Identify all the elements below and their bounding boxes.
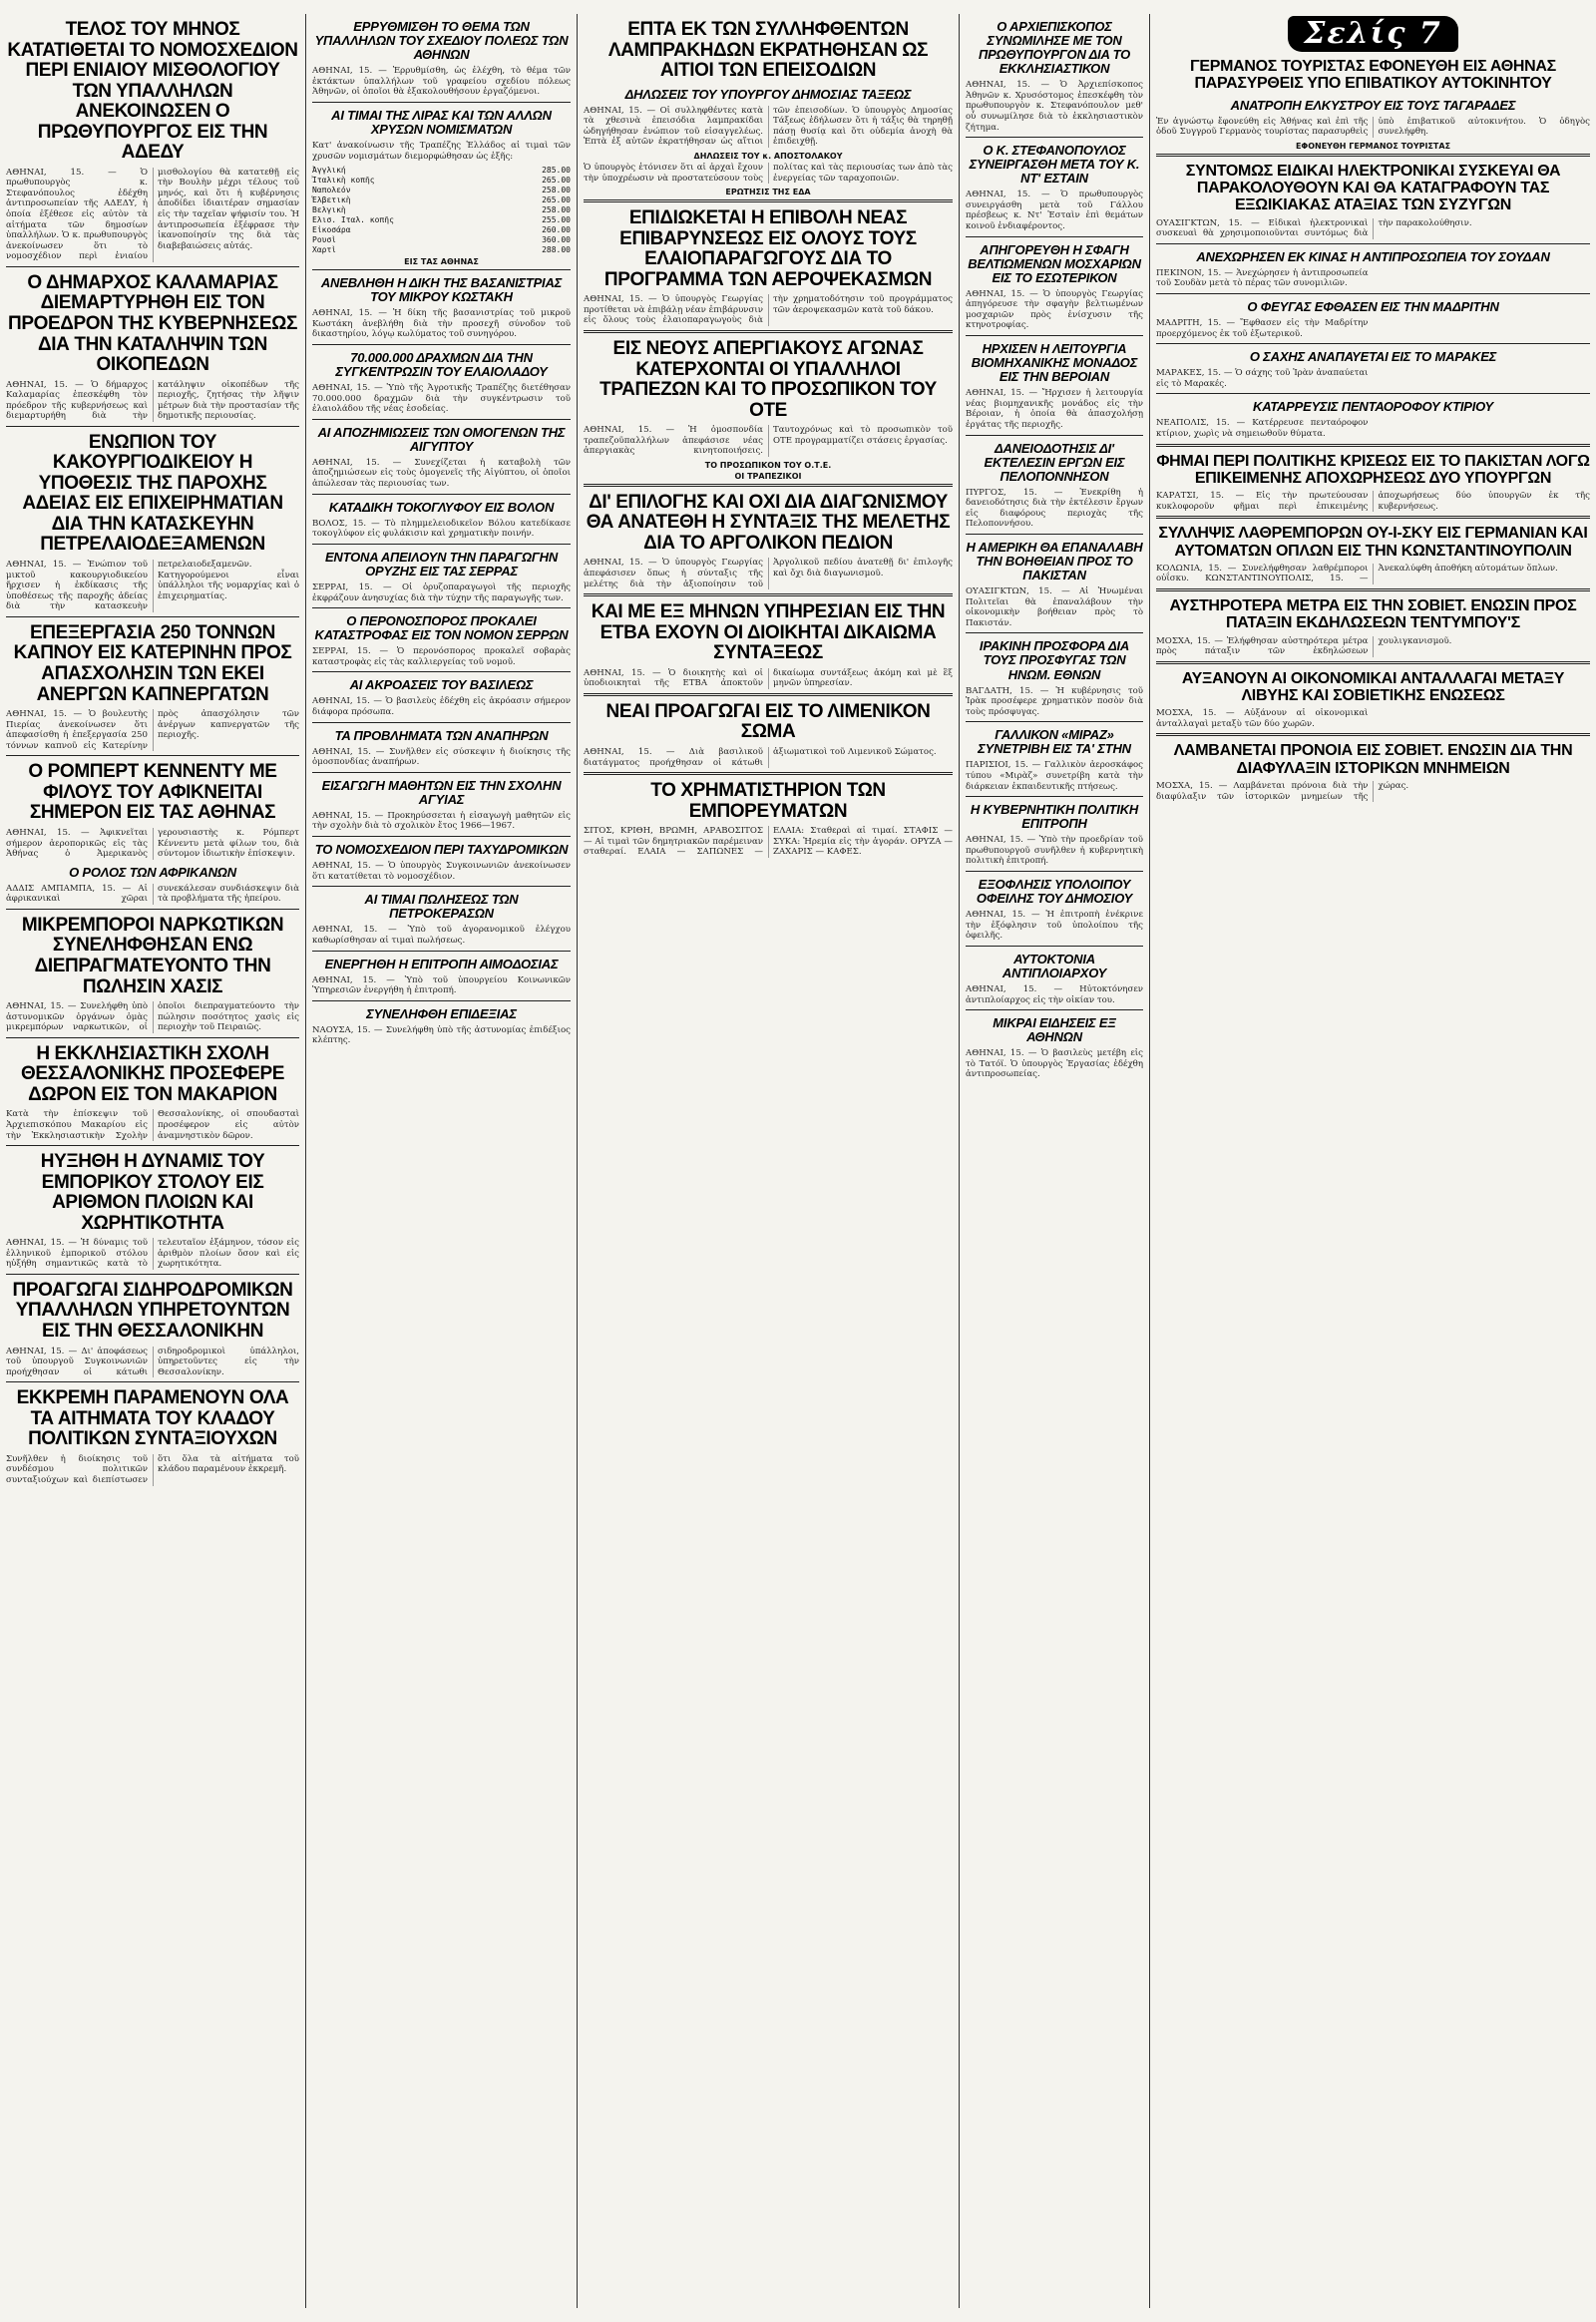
headline: 70.000.000 ΔΡΑΧΜΩΝ ΔΙΑ ΤΗΝ ΣΥΓΚΕΝΤΡΩΣΙΝ ΤΟΥ ΕΛΑΙΟΛΑΔΟΥ bbox=[335, 349, 548, 379]
headline: ΦΗΜΑΙ ΠΕΡΙ ΠΟΛΙΤΙΚΗΣ ΚΡΙΣΕΩΣ ΕΙΣ ΤΟ ΠΑΚΙΣΤΑΝ ΛΟΓΩ ΕΠΙΚΕΙΜΕΝΗΣ ΑΠΟΧΩΡΗΣΕΩΣ ΔΥΟ ΥΠΟΥΡΓΩΝ bbox=[1156, 452, 1590, 487]
headline: Η ΚΥΒΕΡΝΗΤΙΚΗ ΠΟΛΙΤΙΚΗ ΕΠΙΤΡΟΠΗ bbox=[970, 802, 1139, 832]
rate-row: Ἑλβετικὴ 265.00 bbox=[312, 195, 571, 205]
headline: ΕΞΟΦΛΗΣΙΣ ΥΠΟΛΟΙΠΟΥ ΟΦΕΙΛΗΣ ΤΟΥ ΔΗΜΟΣΙΟΥ bbox=[976, 877, 1133, 907]
headline: ΕΚΚΡΕΜΗ ΠΑΡΑΜΕΝΟΥΝ ΟΛΑ ΤΑ ΑΙΤΗΜΑΤΑ ΤΟΥ ΚΛΑΔΟΥ ΠΟΛΙΤΙΚΩΝ ΣΥΝΤΑΞΙΟΥΧΩΝ bbox=[16, 1387, 289, 1450]
article-text: ΑΘΗΝΑΙ, 15. — Ὁ ὑπουργὸς Γεωργίας προτίθεται νὰ ἐπιβάλῃ νέαν ἐπιβάρυνσιν εἰς ὅλους τοὺς ἐλαιοπαραγωγοὺς διὰ τὴν χρηματοδότησιν τοῦ προγράμματος τῶν ἀεροψεκασμῶν κατὰ τοῦ δάκου. bbox=[584, 294, 953, 326]
headline: ΜΙΚΡΑΙ ΕΙΔΗΣΕΙΣ ΕΞ ΑΘΗΝΩΝ bbox=[993, 1015, 1116, 1045]
headline: ΠΡΟΑΓΩΓΑΙ ΣΙΔΗΡΟΔΡΟΜΙΚΩΝ ΥΠΑΛΛΗΛΩΝ ΥΠΗΡΕΤΟΥΝΤΩΝ ΕΙΣ ΤΗΝ ΘΕΣΣΑΛΟΝΙΚΗΝ bbox=[12, 1279, 293, 1342]
article-text: ΑΘΗΝΑΙ, 15. — Ἐρρυθμίσθη, ὡς ἐλέχθη, τὸ θέμα τῶν ἐκτάκτων ὑπαλλήλων τοῦ γραφείου σχεδίου πόλεως Ἀθηνῶν, οἱ ὁποῖοι θὰ ἐξακολουθήσουν ἐργαζόμενοι. bbox=[312, 66, 571, 98]
headline: ΕΠΤΑ ΕΚ ΤΩΝ ΣΥΛΛΗΦΘΕΝΤΩΝ ΛΑΜΠΡΑΚΗΔΩΝ ΕΚΡΑΤΗΘΗΣΑΝ ΩΣ ΑΙΤΙΟΙ ΤΩΝ ΕΠΕΙΣΟΔΙΩΝ bbox=[607, 19, 929, 82]
article-text: ΠΥΡΓΟΣ, 15. — Ἐνεκρίθη ἡ δανειοδότησις διὰ τὴν ἐκτέλεσιν ἔργων εἰς διαφόρους περιοχὰς τῆς Πελοποννήσου. bbox=[966, 487, 1143, 530]
article-text: ΟΥΑΣΙΓΚΤΩΝ, 15. — Αἱ Ἡνωμέναι Πολιτεῖαι θὰ ἐπαναλάβουν τὴν οἰκονομικὴν βοήθειαν πρὸς τὸ Πακιστάν. bbox=[966, 586, 1143, 628]
headline: ΣΥΛΛΗΨΙΣ ΛΑΘΡΕΜΠΟΡΩΝ ΟΥ-Ι-ΣΚΥ ΕΙΣ ΓΕΡΜΑΝΙΑΝ ΚΑΙ ΑΥΤΟΜΑΤΩΝ ΟΠΛΩΝ ΕΙΣ ΤΗΝ ΚΩΝΣΤΑΝΤΙΝΟΥΠΟΛΙΝ bbox=[1158, 525, 1588, 560]
rate-row: Ἀγγλική 285.00 bbox=[312, 166, 571, 176]
article-text: ΜΟΣΧΑ, 15. — Αὐξάνουν αἱ οἰκονομικαὶ ἀνταλλαγαὶ μεταξὺ τῶν δύο χωρῶν. bbox=[1156, 708, 1369, 729]
headline: ΕΡΡΥΘΜΙΣΘΗ ΤΟ ΘΕΜΑ ΤΩΝ ΥΠΑΛΛΗΛΩΝ ΤΟΥ ΣΧΕΔΙΟΥ ΠΟΛΕΩΣ ΤΩΝ ΑΘΗΝΩΝ bbox=[314, 19, 569, 63]
headline: ΕΙΣ ΝΕΟΥΣ ΑΠΕΡΓΙΑΚΟΥΣ ΑΓΩΝΑΣ ΚΑΤΕΡΧΟΝΤΑΙ ΟΙ ΥΠΑΛΛΗΛΟΙ ΤΡΑΠΕΖΩΝ ΚΑΙ ΤΟ ΠΡΟΣΩΠΙΚΟΝ ΤΟΥ ΟΤΕ bbox=[599, 337, 937, 421]
headline: Ο ΑΡΧΙΕΠΙΣΚΟΠΟΣ ΣΥΝΩΜΙΛΗΣΕ ΜΕ ΤΟΝ ΠΡΩΘΥΠΟΥΡΓΟΝ ΔΙΑ ΤΟ ΕΚΚΛΗΣΙΑΣΤΙΚΟΝ bbox=[978, 19, 1131, 77]
article-text: ΚΑΡΑΤΣΙ, 15. — Εἰς τὴν πρωτεύουσαν κυκλοφοροῦν φῆμαι περὶ ἐπικειμένης ἀποχωρήσεως δύο ὑπουργῶν ἐκ τῆς κυβερνήσεως. bbox=[1156, 491, 1590, 512]
headline: ΤΟ ΧΡΗΜΑΤΙΣΤΗΡΙΟΝ ΤΩΝ ΕΜΠΟΡΕΥΜΑΤΩΝ bbox=[650, 780, 886, 822]
article-text: ΟΥΑΣΙΓΚΤΩΝ, 15. — Εἰδικαὶ ἠλεκτρονικαὶ συσκευαὶ θὰ χρησιμοποιοῦνται συντόμως διὰ τὴν παρακολούθησιν. bbox=[1156, 217, 1472, 239]
article-text: ΣΕΡΡΑΙ, 15. — Ὁ περονόσπορος προκαλεῖ σοβαρὰς καταστροφὰς εἰς τὰς καλλιεργείας τοῦ νομοῦ. bbox=[312, 646, 571, 667]
headline: ΙΡΑΚΙΝΗ ΠΡΟΣΦΟΡΑ ΔΙΑ ΤΟΥΣ ΠΡΟΣΦΥΓΑΣ ΤΩΝ ΗΝΩΜ. ΕΘΝΩΝ bbox=[979, 638, 1130, 682]
article-text: ΑΘΗΝΑΙ, 15. — Ὁ ὑπουργὸς Συγκοινωνιῶν ἀνεκοίνωσεν ὅτι κατατίθεται τὸ νομοσχέδιον. bbox=[312, 861, 571, 882]
section-label: ΕΡΩΤΗΣΙΣ ΤΗΣ ΕΔΑ bbox=[725, 188, 811, 197]
page-number-masthead bbox=[1156, 16, 1590, 52]
headline: Ο ΠΕΡΟΝΟΣΠΟΡΟΣ ΠΡΟΚΑΛΕΙ ΚΑΤΑΣΤΡΟΦΑΣ ΕΙΣ ΤΟΝ ΝΟΜΟΝ ΣΕΡΡΩΝ bbox=[314, 613, 569, 643]
page-number: Σελίς 7 bbox=[1288, 16, 1458, 52]
headline: Ο ΡΟΜΠΕΡΤ ΚΕΝΝΕΝΤΥ ΜΕ ΦΙΛΟΥΣ ΤΟΥ ΑΦΙΚΝΕΙΤΑΙ ΣΗΜΕΡΟΝ ΕΙΣ ΤΑΣ ΑΘΗΝΑΣ bbox=[28, 761, 277, 824]
headline: ΗΥΞΗΘΗ Η ΔΥΝΑΜΙΣ ΤΟΥ ΕΜΠΟΡΙΚΟΥ ΣΤΟΛΟΥ ΕΙΣ ΑΡΙΘΜΟΝ ΠΛΟΙΩΝ ΚΑΙ ΧΩΡΗΤΙΚΟΤΗΤΑ bbox=[40, 1151, 265, 1234]
article-text: ΑΘΗΝΑΙ, 15. — Ὑπὸ τὴν προεδρίαν τοῦ πρωθυπουργοῦ συνῆλθεν ἡ κυβερνητικὴ πολιτικὴ ἐπιτροπή. bbox=[966, 835, 1143, 867]
rate-row: Ελισ. Ιταλ. κοπῆς 255.00 bbox=[312, 215, 571, 225]
subheadline: Ο ΡΟΛΟΣ ΤΩΝ ΑΦΡΙΚΑΝΩΝ bbox=[69, 864, 236, 880]
article-text: ΒΟΛΟΣ, 15. — Τὸ πλημμελειοδικεῖον Βόλου κατεδίκασε τοκογλύφον εἰς φυλάκισιν καὶ χρηματικὴν ποινήν. bbox=[312, 518, 571, 540]
headline: ΕΝΕΡΓΗΘΗ Η ΕΠΙΤΡΟΠΗ ΑΙΜΟΔΟΣΙΑΣ bbox=[324, 956, 559, 971]
headline: ΚΑΤΑΔΙΚΗ ΤΟΚΟΓΛΥΦΟΥ ΕΙΣ ΒΟΛΟΝ bbox=[328, 499, 555, 515]
article-text: ΝΑΟΥΣΑ, 15. — Συνελήφθη ὑπὸ τῆς ἀστυνομίας ἐπιδέξιος κλέπτης. bbox=[312, 1024, 571, 1046]
article-text: ΑΘΗΝΑΙ, 15. — Ἤρχισεν ἡ λειτουργία νέας βιομηχανικῆς μονάδος εἰς τὴν Βέροιαν, ἡ ὁποία θὰ ἀπασχολήσῃ ἐργάτας τῆς περιοχῆς. bbox=[966, 388, 1143, 430]
headline: ΑΙ ΑΚΡΟΑΣΕΙΣ ΤΟΥ ΒΑΣΙΛΕΩΣ bbox=[349, 677, 534, 693]
section-label: ΟΙ ΤΡΑΠΕΖΙΚΟΙ bbox=[734, 471, 802, 481]
headline: ΜΙΚΡΕΜΠΟΡΟΙ ΝΑΡΚΩΤΙΚΩΝ ΣΥΝΕΛΗΦΘΗΣΑΝ ΕΝΩ ΔΙΕΠΡΑΓΜΑΤΕΥΟΝΤΟ ΤΗΝ ΠΩΛΗΣΙΝ ΧΑΣΙΣ bbox=[21, 914, 284, 997]
headline: ΔΙ' ΕΠΙΛΟΓΗΣ ΚΑΙ ΟΧΙ ΔΙΑ ΔΙΑΓΩΝΙΣΜΟΥ ΘΑ ΑΝΑΤΕΘΗ Η ΣΥΝΤΑΞΙΣ ΤΗΣ ΜΕΛΕΤΗΣ ΔΙΑ ΤΟ ΑΡΓΟΛΙΚΟΝ ΠΕΔΙΟΝ bbox=[586, 491, 951, 554]
article-text: ΑΘΗΝΑΙ, 15. — Συνῆλθεν εἰς σύσκεψιν ἡ διοίκησις τῆς ὁμοσπονδίας ἀναπήρων. bbox=[312, 746, 571, 768]
article-text: ΑΘΗΝΑΙ, 15. — Ὁ ὑπουργὸς Γεωργίας ἀπεφάσισεν ὅπως ἡ σύνταξις τῆς μελέτης διὰ τὴν ἀξιοποίησιν τοῦ Ἀργολικοῦ πεδίου ἀνατεθῇ δι' ἐπιλογῆς καὶ ὄχι διὰ διαγωνισμοῦ. bbox=[584, 558, 953, 589]
article-text: ΣΙΤΟΣ, ΚΡΙΘΗ, ΒΡΩΜΗ, ΑΡΑΒΟΣΙΤΟΣ — Αἱ τιμαὶ τῶν δημητριακῶν παρέμειναν σταθεραί. ΕΛΑΙΑ — ΣΑΠΩΝΕΣ — ΕΛΑΙΑ: Σταθεραὶ αἱ τιμαί. ΣΤΑΦΙΣ — ΣΥΚΑ: Ἠρεμία εἰς τὴν ἀγοράν. ΟΡΥΖΑ — ΖΑΧΑΡΙΣ — ΚΑΦΕΣ. bbox=[584, 826, 953, 858]
column-5 bbox=[1150, 14, 1596, 2308]
headline: ΤΑ ΠΡΟΒΛΗΜΑΤΑ ΤΩΝ ΑΝΑΠΗΡΩΝ bbox=[334, 727, 549, 743]
headline: Ο ΣΑΧΗΣ ΑΝΑΠΑΥΕΤΑΙ ΕΙΣ ΤΟ ΜΑΡΑΚΕΣ bbox=[1249, 349, 1497, 365]
headline: ΝΕΑΙ ΠΡΟΑΓΩΓΑΙ ΕΙΣ ΤΟ ΛΙΜΕΝΙΚΟΝ ΣΩΜΑ bbox=[605, 700, 931, 743]
headline: Η ΕΚΚΛΗΣΙΑΣΤΙΚΗ ΣΧΟΛΗ ΘΕΣΣΑΛΟΝΙΚΗΣ ΠΡΟΣΕΦΕΡΕ ΔΩΡΟΝ ΕΙΣ ΤΟΝ ΜΑΚΑΡΙΟΝ bbox=[20, 1042, 285, 1105]
article-text: ΜΑΡΑΚΕΣ, 15. — Ὁ σάχης τοῦ Ἰρὰν ἀναπαύεται εἰς τὸ Μαρακές. bbox=[1156, 368, 1369, 389]
column-4 bbox=[960, 14, 1149, 2308]
article-text: ΑΘΗΝΑΙ, 15. — Ὑπὸ τοῦ ὑπουργείου Κοινωνικῶν Ὑπηρεσιῶν ἐνεργήθη ἡ ἐπιτροπή. bbox=[312, 974, 571, 996]
article-text: ΑΘΗΝΑΙ, 15. — Ὁ πρωθυπουργὸς κ. Στεφανόπουλος ἐδέχθη ἀντιπροσωπείαν τῆς ΑΔΕΔΥ, ἡ ὁποία ἐξέθεσε εἰς αὐτὸν τὰ αἰτήματα τῶν δημοσίων ὑπαλλήλων. Ὁ κ. πρωθυπουργὸς ἀνεκοίνωσεν ὅτι τὸ νομοσχέδιον περὶ ἑνιαίου μισθολογίου θὰ κατατεθῇ εἰς τὴν Βουλὴν μέχρι τέλους τοῦ μηνός, καὶ ὅτι ἡ κυβέρνησις ἀποδίδει ἰδιαιτέραν σημασίαν εἰς τὴν ταχεῖαν ψήφισίν του. Ἡ ἀντιπροσωπεία ἐξέφρασε τὴν ἱκανοποίησίν της διὰ τὰς διαβεβαιώσεις αὐτάς. bbox=[6, 167, 299, 262]
article-text: ΑΘΗΝΑΙ, 15. — Οἱ συλληφθέντες κατὰ τὰ χθεσινὰ ἐπεισόδια λαμπρακίδαι ὡδηγήθησαν ἐνώπιον τοῦ εἰσαγγελέως. Ἑπτὰ ἐξ αὐτῶν ἐκρατήθησαν ὡς αἴτιοι τῶν ἐπεισοδίων. Ὁ ὑπουργὸς Δημοσίας Τάξεως ἐδήλωσεν ὅτι ἡ τάξις θὰ τηρηθῇ πάσῃ θυσίᾳ καὶ ὅτι οὐδεμία ἀνοχὴ θὰ ἐπιδειχθῇ. bbox=[584, 105, 953, 148]
section-label: ΕΦΟΝΕΥΘΗ ΓΕΡΜΑΝΟΣ ΤΟΥΡΙΣΤΑΣ bbox=[1295, 141, 1451, 151]
headline: ΚΑΙ ΜΕ ΕΞ ΜΗΝΩΝ ΥΠΗΡΕΣΙΑΝ ΕΙΣ ΤΗΝ ΕΤΒΑ ΕΧΟΥΝ ΟΙ ΔΙΟΙΚΗΤΑΙ ΔΙΚΑΙΩΜΑ ΣΥΝΤΑΞΕΩΣ bbox=[591, 601, 946, 664]
article-text: ΑΘΗΝΑΙ, 15. — Ὁ βασιλεὺς ἐδέχθη εἰς ἀκρόασιν σήμερον διάφορα πρόσωπα. bbox=[312, 696, 571, 717]
article-text: ΑΘΗΝΑΙ, 15. — Ὁ ὑπουργὸς Γεωργίας ἀπηγόρευσε τὴν σφαγὴν βελτιωμένων μοσχαριῶν πρὸς ἐνίσχυσιν τῆς κτηνοτροφίας. bbox=[966, 288, 1143, 331]
article-text: ΑΘΗΝΑΙ, 15. — Ὑπὸ τῆς Ἀγροτικῆς Τραπέζης διετέθησαν 70.000.000 δραχμῶν διὰ τὴν συγκέντρωσιν τοῦ ἐλαιολάδου τῆς νέας ἐσοδείας. bbox=[312, 383, 571, 415]
headline: ΑΥΞΑΝΟΥΝ ΑΙ ΟΙΚΟΝΟΜΙΚΑΙ ΑΝΤΑΛΛΑΓΑΙ ΜΕΤΑΞΥ ΛΙΒΥΗΣ ΚΑΙ ΣΟΒΙΕΤΙΚΗΣ ΕΝΩΣΕΩΣ bbox=[1181, 669, 1565, 705]
article-text: ΑΘΗΝΑΙ, 15. — Ὁ διοικητὴς καὶ οἱ ὑποδιοικηταὶ τῆς ΕΤΒΑ ἀποκτοῦν δικαίωμα συντάξεως ἀκόμη καὶ μὲ ἓξ μηνῶν ὑπηρεσίαν. bbox=[584, 667, 953, 689]
article-text: ΝΕΑΠΟΛΙΣ, 15. — Κατέρρευσε πενταόροφον κτίριον, χωρὶς νὰ σημειωθοῦν θύματα. bbox=[1156, 418, 1369, 440]
headline: ΕΠΙΔΙΩΚΕΤΑΙ Η ΕΠΙΒΟΛΗ ΝΕΑΣ ΕΠΙΒΑΡΥΝΣΕΩΣ ΕΙΣ ΟΛΟΥΣ ΤΟΥΣ ΕΛΑΙΟΠΑΡΑΓΩΓΟΥΣ ΔΙΑ ΤΟ ΠΡΟΓΡΑΜΜΑ ΤΩΝ ΑΕΡΟΨΕΚΑΣΜΩΝ bbox=[603, 207, 933, 290]
headline: ΕΠΕΞΕΡΓΑΣΙΑ 250 ΤΟΝΝΩΝ ΚΑΠΝΟΥ ΕΙΣ ΚΑΤΕΡΙΝΗΝ ΠΡΟΣ ΑΠΑΣΧΟΛΗΣΙΝ ΤΩΝ ΕΚΕΙ ΑΝΕΡΓΩΝ ΚΑΠΝΕΡΓΑΤΩΝ bbox=[13, 621, 292, 705]
headline: ΑΥΣΤΗΡΟΤΕΡΑ ΜΕΤΡΑ ΕΙΣ ΤΗΝ ΣΟΒΙΕΤ. ΕΝΩΣΙΝ ΠΡΟΣ ΠΑΤΑΞΙΝ ΕΚΔΗΛΩΣΕΩΝ ΤΕΝΤΥΜΠΟΥ'Σ bbox=[1169, 597, 1577, 632]
rate-row: Ναπολεόν 258.00 bbox=[312, 186, 571, 195]
section-label: ΤΟ ΠΡΟΣΩΠΙΚΟΝ ΤΟΥ Ο.Τ.Ε. bbox=[704, 460, 832, 470]
headline: ΑΙ ΤΙΜΑΙ ΤΗΣ ΛΙΡΑΣ ΚΑΙ ΤΩΝ ΑΛΛΩΝ ΧΡΥΣΩΝ ΝΟΜΙΣΜΑΤΩΝ bbox=[331, 107, 552, 137]
article-text: ΑΘΗΝΑΙ, 15. — Ἡ δύναμις τοῦ ἑλληνικοῦ ἐμπορικοῦ στόλου ηὐξήθη σημαντικῶς κατὰ τὸ τελευταῖον ἑξάμηνον, τόσον εἰς ἀριθμὸν πλοίων ὅσον καὶ εἰς χωρητικότητα. bbox=[6, 1238, 299, 1270]
headline: Η ΑΜΕΡΙΚΗ ΘΑ ΕΠΑΝΑΛΑΒΗ ΤΗΝ ΒΟΗΘΕΙΑΝ ΠΡΟΣ ΤΟ ΠΑΚΙΣΤΑΝ bbox=[966, 539, 1143, 583]
article-text: ΒΑΓΔΑΤΗ, 15. — Ἡ κυβέρνησις τοῦ Ἰρὰκ προσέφερε χρηματικὸν ποσὸν διὰ τοὺς πρόσφυγας. bbox=[966, 685, 1143, 717]
article-text: ΑΘΗΝΑΙ, 15. — Διὰ βασιλικοῦ διατάγματος προήχθησαν οἱ κάτωθι ἀξιωματικοὶ τοῦ Λιμενικοῦ Σώματος. bbox=[584, 746, 937, 768]
headline: Ο ΦΕΥΓΑΣ ΕΦΘΑΣΕΝ ΕΙΣ ΤΗΝ ΜΑΔΡΙΤΗΝ bbox=[1247, 298, 1499, 314]
section-label: ΕΙΣ ΤΑΣ ΑΘΗΝΑΣ bbox=[404, 257, 479, 267]
article-text: ΚΟΛΩΝΙΑ, 15. — Συνελήφθησαν λαθρέμποροι οὐΐσκυ. ΚΩΝΣΤΑΝΤΙΝΟΥΠΟΛΙΣ, 15. — Ἀνεκαλύφθη ἀποθήκη αὐτομάτων ὅπλων. bbox=[1156, 563, 1558, 584]
headline: ΗΡΧΙΣΕΝ Η ΛΕΙΤΟΥΡΓΙΑ ΒΙΟΜΗΧΑΝΙΚΗΣ ΜΟΝΑΔΟΣ ΕΙΣ ΤΗΝ ΒΕΡΟΙΑΝ bbox=[971, 341, 1138, 385]
gold-rates-table bbox=[312, 166, 571, 255]
section-label: ΔΗΛΩΣΕΙΣ ΤΟΥ κ. ΑΠΟΣΤΟΛΑΚΟΥ bbox=[693, 151, 843, 161]
headline: ΣΥΝΕΛΗΦΘΗ ΕΠΙΔΕΞΙΑΣ bbox=[366, 1005, 517, 1021]
headline: ΑΙ ΤΙΜΑΙ ΠΩΛΗΣΕΩΣ ΤΩΝ ΠΕΤΡΟΚΕΡΑΣΩΝ bbox=[364, 892, 519, 922]
article-text: Κατ' ἀνακοίνωσιν τῆς Τραπέζης Ἑλλάδος αἱ τιμαὶ τῶν χρυσῶν νομισμάτων διεμορφώθησαν ὡς ἑξῆς: bbox=[312, 140, 571, 162]
article-text: ΑΘΗΝΑΙ, 15. — Ὁ δήμαρχος Καλαμαρίας ἐπεσκέφθη τὸν πρόεδρον τῆς κυβερνήσεως καὶ διεμαρτυρήθη διὰ τὴν κατάληψιν οἰκοπέδων τῆς περιοχῆς, ζητήσας τὴν λῆψιν μέτρων διὰ τὴν προστασίαν τῆς δημοτικῆς περιουσίας. bbox=[6, 379, 299, 422]
article-text: ΑΘΗΝΑΙ, 15. — Ἡ ἐπιτροπὴ ἐνέκρινε τὴν ἐξόφλησιν τοῦ ὑπολοίπου τῆς ὀφειλῆς. bbox=[966, 910, 1143, 942]
headline: ΕΙΣΑΓΩΓΗ ΜΑΘΗΤΩΝ ΕΙΣ ΤΗΝ ΣΧΟΛΗΝ ΑΓΥΙΑΣ bbox=[321, 777, 562, 807]
headline: ΑΝΕΧΩΡΗΣΕΝ ΕΚ ΚΙΝΑΣ Η ΑΝΤΙΠΡΟΣΩΠΕΙΑ ΤΟΥ ΣΟΥΔΑΝ bbox=[1196, 248, 1550, 264]
rate-row: Χαρτὶ 288.00 bbox=[312, 245, 571, 255]
column-2 bbox=[306, 14, 577, 2308]
article-text: ΑΘΗΝΑΙ, 15. — Προκηρύσσεται ἡ εἰσαγωγὴ μαθητῶν εἰς τὴν σχολὴν διὰ τὸ σχολικὸν ἔτος 1966—1967. bbox=[312, 810, 571, 832]
article-text: ΑΘΗΝΑΙ, 15. — Ηὐτοκτόνησεν ἀντιπλοίαρχος εἰς τὴν οἰκίαν του. bbox=[966, 983, 1143, 1005]
headline: ΣΥΝΤΟΜΩΣ ΕΙΔΙΚΑΙ ΗΛΕΚΤΡΟΝΙΚΑΙ ΣΥΣΚΕΥΑΙ ΘΑ ΠΑΡΑΚΟΛΟΥΘΟΥΝ ΚΑΙ ΘΑ ΚΑΤΑΓΡΑΦΟΥΝ ΤΑΣ ΕΞΩΙΚΙΑΚΑΣ ΑΤΑΞΙΑΣ ΤΩΝ ΣΥΖΥΓΩΝ bbox=[1185, 162, 1561, 214]
article-text: ΣΕΡΡΑΙ, 15. — Οἱ ὀρυζοπαραγωγοὶ τῆς περιοχῆς ἐκφράζουν ἀνησυχίας διὰ τὴν τύχην τῆς παραγωγῆς των. bbox=[312, 581, 571, 603]
article-text: Ὁ ὑπουργὸς ἐτόνισεν ὅτι αἱ ἀρχαὶ ἔχουν τὴν ὑποχρέωσιν νὰ προστατεύσουν τοὺς πολίτας καὶ τὰς περιουσίας των ἀπὸ τὰς ἐνεργείας τῶν ταραχοποιῶν. bbox=[584, 162, 953, 184]
article-text: ΑΘΗΝΑΙ, 15. — Συνελήφθη ὑπὸ ἀστυνομικῶν ὀργάνων ὁμὰς μικρεμπόρων ναρκωτικῶν, οἱ ὁποῖοι διεπραγματεύοντο τὴν πώλησιν ποσότητος χασὶς εἰς περιοχὴν τοῦ Πειραιῶς. bbox=[6, 1001, 299, 1033]
article-text: ΑΘΗΝΑΙ, 15. — Ὁ βουλευτὴς Πιερίας ἀνεκοίνωσεν ὅτι ἀπεφασίσθη ἡ ἐπεξεργασία 250 τόννων καπνοῦ εἰς Κατερίνην πρὸς ἀπασχόλησιν τῶν ἀνέργων καπνεργατῶν τῆς περιοχῆς. bbox=[6, 709, 299, 751]
subheadline: ΑΝΑΤΡΟΠΗ ΕΛΚΥΣΤΡΟΥ ΕΙΣ ΤΟΥΣ ΤΑΓΑΡΑΔΕΣ bbox=[1230, 97, 1516, 113]
article-text: ΑΘΗΝΑΙ, 15. — Ἀφικνεῖται σήμερον ἀεροπορικῶς εἰς τὰς Ἀθήνας ὁ Ἀμερικανὸς γερουσιαστὴς κ. Ρόμπερτ Κέννεντυ μετὰ φίλων του, διὰ σύντομον ἰδιωτικὴν ἐπίσκεψιν. bbox=[6, 827, 299, 860]
rate-row: Εἰκοσάρα 260.00 bbox=[312, 225, 571, 235]
subheadline: ΔΗΛΩΣΕΙΣ ΤΟΥ ΥΠΟΥΡΓΟΥ ΔΗΜΟΣΙΑΣ ΤΑΞΕΩΣ bbox=[624, 86, 912, 102]
article-text: ΑΘΗΝΑΙ, 15. — Ἐνώπιον τοῦ μικτοῦ κακουργιοδικείου ἤρχισεν ἡ ἐκδίκασις τῆς ὑποθέσεως τῆς παροχῆς ἀδείας διὰ τὴν κατασκευὴν πετρελαιοδεξαμενῶν. Κατηγορούμενοι εἶναι ὑπάλληλοι τῆς νομαρχίας καὶ ὁ ἐπιχειρηματίας. bbox=[6, 560, 299, 612]
headline: ΤΕΛΟΣ ΤΟΥ ΜΗΝΟΣ ΚΑΤΑΤΙΘΕΤΑΙ ΤΟ ΝΟΜΟΣΧΕΔΙΟΝ ΠΕΡΙ ΕΝΙΑΙΟΥ ΜΙΣΘΟΛΟΓΙΟΥ ΤΩΝ ΥΠΑΛΛΗΛΩΝ ΑΝΕΚΟΙΝΩΣΕΝ Ο ΠΡΩΘΥΠΟΥΡΓΟΣ ΕΙΣ ΤΗΝ ΑΔΕΔΥ bbox=[7, 19, 298, 164]
rate-row: Ρουσὶ 360.00 bbox=[312, 235, 571, 245]
headline: ΑΝΕΒΛΗΘΗ Η ΔΙΚΗ ΤΗΣ ΒΑΣΑΝΙΣΤΡΙΑΣ ΤΟΥ ΜΙΚΡΟΥ ΚΩΣΤΑΚΗ bbox=[320, 275, 563, 305]
headline: ΓΑΛΛΙΚΟΝ «ΜΙΡΑΖ» ΣΥΝΕΤΡΙΒΗ ΕΙΣ ΤΑ' ΣΤΗΝ bbox=[978, 727, 1131, 757]
headline: ΑΙ ΑΠΟΖΗΜΙΩΣΕΙΣ ΤΩΝ ΟΜΟΓΕΝΩΝ ΤΗΣ ΑΙΓΥΠΤΟΥ bbox=[317, 424, 566, 454]
headline: ΑΠΗΓΟΡΕΥΘΗ Η ΣΦΑΓΗ ΒΕΛΤΙΩΜΕΝΩΝ ΜΟΣΧΑΡΙΩΝ ΕΙΣ ΤΟ ΕΣΩΤΕΡΙΚΟΝ bbox=[968, 241, 1141, 285]
headline: ΛΑΜΒΑΝΕΤΑΙ ΠΡΟΝΟΙΑ ΕΙΣ ΣΟΒΙΕΤ. ΕΝΩΣΙΝ ΔΙΑ ΤΗΝ ΔΙΑΦΥΛΑΞΙΝ ΙΣΤΟΡΙΚΩΝ ΜΝΗΜΕΙΩΝ bbox=[1173, 742, 1573, 777]
article-text: ΑΘΗΝΑΙ, 15. — Δι' ἀποφάσεως τοῦ ὑπουργοῦ Συγκοινωνιῶν προήχθησαν οἱ κάτωθι σιδηροδρομικοὶ ὑπάλληλοι, ὑπηρετοῦντες εἰς τὴν Θεσσαλονίκην. bbox=[6, 1346, 299, 1377]
article-text: ΑΘΗΝΑΙ, 15. — Ὁ βασιλεὺς μετέβη εἰς τὸ Τατόϊ. Ὁ ὑπουργὸς Ἐργασίας ἐδέχθη ἀντιπροσωπείας. bbox=[966, 1048, 1143, 1080]
article-text: ΠΑΡΙΣΙΟΙ, 15. — Γαλλικὸν ἀεροσκάφος τύπου «Μιρὰζ» συνετρίβη κατὰ τὴν διάρκειαν ἐκπαιδευτικῆς πτήσεως. bbox=[966, 760, 1143, 792]
headline: ΕΝΤΟΝΑ ΑΠΕΙΛΟΥΝ ΤΗΝ ΠΑΡΑΓΩΓΗΝ ΟΡΥΖΗΣ ΕΙΣ ΤΑΣ ΣΕΡΡΑΣ bbox=[324, 549, 559, 579]
headline: ΤΟ ΝΟΜΟΣΧΕΔΙΟΝ ΠΕΡΙ ΤΑΧΥΔΡΟΜΙΚΩΝ bbox=[314, 842, 569, 858]
article-text: Συνῆλθεν ἡ διοίκησις τοῦ συνδέσμου πολιτικῶν συνταξιούχων καὶ διεπίστωσεν ὅτι ὅλα τὰ αἰτήματα τοῦ κλάδου παραμένουν ἐκκρεμῆ. bbox=[6, 1453, 299, 1486]
headline: Ο Κ. ΣΤΕΦΑΝΟΠΟΥΛΟΣ ΣΥΝΕΙΡΓΑΣΘΗ ΜΕΤΑ ΤΟΥ Κ. ΝΤ' ΕΣΤΑΙΝ bbox=[969, 143, 1140, 187]
article-text: ΠΕΚΙΝΟΝ, 15. — Ἀνεχώρησεν ἡ ἀντιπροσωπεία τοῦ Σουδὰν μετὰ τὸ πέρας τῶν συνομιλιῶν. bbox=[1156, 267, 1369, 289]
headline: ΕΝΩΠΙΟΝ ΤΟΥ ΚΑΚΟΥΡΓΙΟΔΙΚΕΙΟΥ Η ΥΠΟΘΕΣΙΣ ΤΗΣ ΠΑΡΟΧΗΣ ΑΔΕΙΑΣ ΕΙΣ ΕΠΙΧΕΙΡΗΜΑΤΙΑΝ ΔΙΑ ΤΗΝ ΚΑΤΑΣΚΕΥΗΝ ΠΕΤΡΕΛΑΙΟΔΕΞΑΜΕΝΩΝ bbox=[22, 431, 283, 556]
article-text: ΑΔΔΙΣ ΑΜΠΑΜΠΑ, 15. — Αἱ ἀφρικανικαὶ χῶραι συνεκάλεσαν συνδιάσκεψιν διὰ τὰ προβλήματα τῆς ἠπείρου. bbox=[6, 883, 299, 905]
article-text: ΑΘΗΝΑΙ, 15. — Συνεχίζεται ἡ καταβολὴ τῶν ἀποζημιώσεων εἰς τοὺς ὁμογενεῖς τῆς Αἰγύπτου, οἱ ὁποῖοι ἀπώλεσαν τὰς περιουσίας των. bbox=[312, 457, 571, 490]
article-text: ΑΘΗΝΑΙ, 15. — Ὁ πρωθυπουργὸς συνειργάσθη μετὰ τοῦ Γάλλου πρέσβεως κ. Ντ' Ἐσταὶν ἐπὶ θεμάτων κοινοῦ ἐνδιαφέροντος. bbox=[966, 190, 1143, 231]
headline: ΓΕΡΜΑΝΟΣ ΤΟΥΡΙΣΤΑΣ ΕΦΟΝΕΥΘΗ ΕΙΣ ΑΘΗΝΑΣ ΠΑΡΑΣΥΡΘΕΙΣ ΥΠΟ ΕΠΙΒΑΤΙΚΟΥ ΑΥΤΟΚΙΝΗΤΟΥ bbox=[1190, 58, 1556, 93]
article-text: ΜΑΔΡΙΤΗ, 15. — Ἔφθασεν εἰς τὴν Μαδρίτην προερχόμενος ἐκ τοῦ ἐξωτερικοῦ. bbox=[1156, 317, 1369, 339]
headline: Ο ΔΗΜΑΡΧΟΣ ΚΑΛΑΜΑΡΙΑΣ ΔΙΕΜΑΡΤΥΡΗΘΗ ΕΙΣ ΤΟΝ ΠΡΟΕΔΡΟΝ ΤΗΣ ΚΥΒΕΡΝΗΣΕΩΣ ΔΙΑ ΤΗΝ ΚΑΤΑΛΗΨΙΝ ΤΩΝ ΟΙΚΟΠΕΔΩΝ bbox=[8, 271, 297, 376]
rate-row: Βελγικὴ 258.00 bbox=[312, 205, 571, 215]
article-text: ΑΘΗΝΑΙ, 15. — Ὁ Ἀρχιεπίσκοπος Ἀθηνῶν κ. Χρυσόστομος ἐπεσκέφθη τὸν πρωθυπουργὸν κ. Στεφανόπουλον μεθ' οὗ συνωμίλησε διὰ τὸ ἐκκλησιαστικὸν ζήτημα. bbox=[966, 80, 1143, 133]
column-1 bbox=[0, 14, 305, 2308]
article-text: ΑΘΗΝΑΙ, 15. — Ὑπὸ τοῦ ἀγορανομικοῦ ἐλέγχου καθωρίσθησαν αἱ τιμαὶ πωλήσεως. bbox=[312, 925, 571, 946]
column-3 bbox=[578, 14, 959, 2308]
headline: ΔΑΝΕΙΟΔΟΤΗΣΙΣ ΔΙ' ΕΚΤΕΛΕΣΙΝ ΕΡΓΩΝ ΕΙΣ ΠΕΛΟΠΟΝΝΗΣΟΝ bbox=[984, 440, 1125, 484]
article-text: Ἐν ἀγνώστῳ ἔφονεύθη εἰς Ἀθήνας καὶ ἐπὶ τῆς ὁδοῦ Συγγροῦ Γερμανὸς τουρίστας παρασυρθεὶς ὑπὸ ἐπιβατικοῦ αὐτοκινήτου. Ὁ ὁδηγὸς συνελήφθη. bbox=[1156, 116, 1590, 138]
article-text: Κατὰ τὴν ἐπίσκεψιν τοῦ Ἀρχιεπισκόπου Μακαρίου εἰς τὴν Ἐκκλησιαστικὴν Σχολὴν Θεσσαλονίκης, οἱ σπουδασταὶ προσέφερον εἰς αὐτὸν ἀναμνηστικὸν δῶρον. bbox=[6, 1109, 299, 1141]
headline: ΑΥΤΟΚΤΟΝΙΑ ΑΝΤΙΠΛΟΙΑΡΧΟΥ bbox=[1001, 951, 1107, 980]
article-text: ΑΘΗΝΑΙ, 15. — Ἡ ὁμοσπονδία τραπεζοϋπαλλήλων ἀπεφάσισε νέας ἀπεργιακὰς κινητοποιήσεις. Ταυτοχρόνως καὶ τὸ προσωπικὸν τοῦ ΟΤΕ προγραμματίζει στάσεις ἐργασίας. bbox=[584, 425, 953, 457]
article-text: ΑΘΗΝΑΙ, 15. — Ἡ δίκη τῆς βασανιστρίας τοῦ μικροῦ Κωστάκη ἀνεβλήθη διὰ τὴν προσεχῆ σύνοδον τοῦ δικαστηρίου, λόγῳ κωλύματος τοῦ συνηγόρου. bbox=[312, 308, 571, 340]
article-text: ΜΟΣΧΑ, 15. — Λαμβάνεται πρόνοια διὰ τὴν διαφύλαξιν τῶν ἱστορικῶν μνημείων τῆς χώρας. bbox=[1156, 781, 1409, 802]
headline: ΚΑΤΑΡΡΕΥΣΙΣ ΠΕΝΤΑΟΡΟΦΟΥ ΚΤΙΡΙΟΥ bbox=[1253, 399, 1493, 415]
article-text: ΜΟΣΧΑ, 15. — Ἐλήφθησαν αὐστηρότερα μέτρα πρὸς πάταξιν τῶν ἐκδηλώσεων χουλιγκανισμοῦ. bbox=[1156, 635, 1452, 657]
rate-row: Ἰταλικὴ κοπῆς 265.00 bbox=[312, 176, 571, 186]
